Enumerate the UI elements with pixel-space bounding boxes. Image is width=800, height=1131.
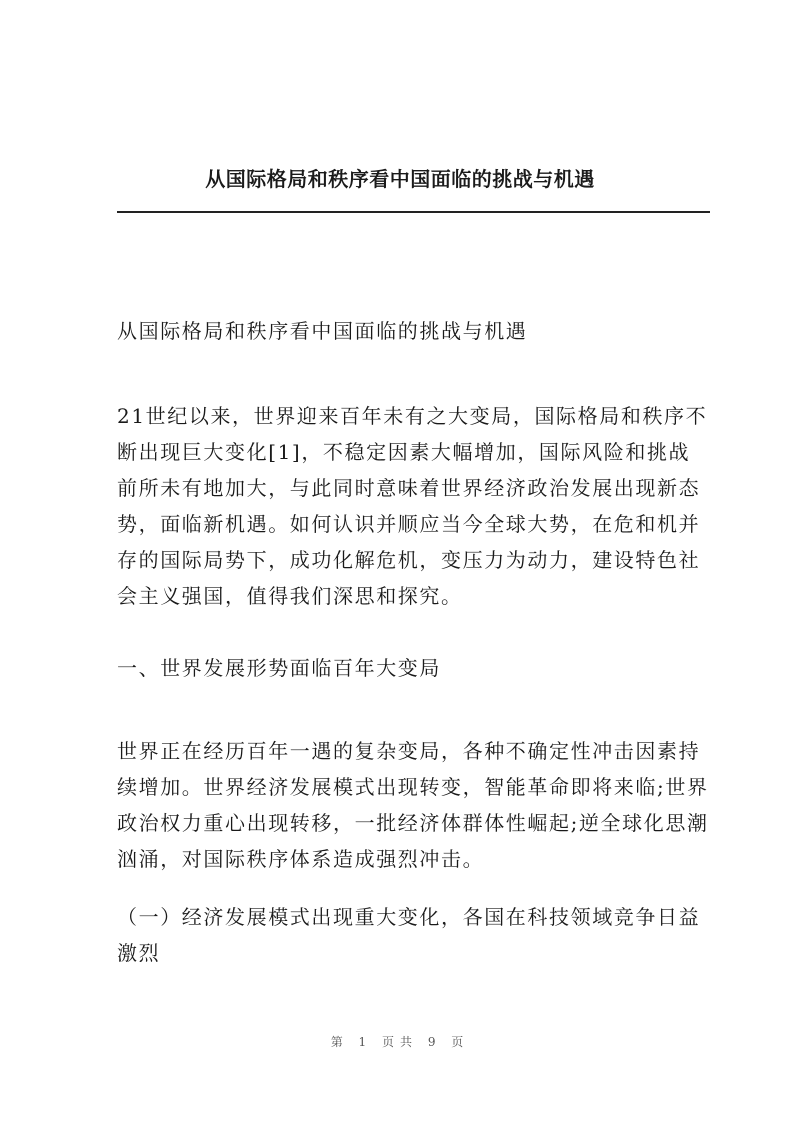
intro-paragraph: 21世纪以来，世界迎来百年未有之大变局，国际格局和秩序不断出现巨大变化[1]，不稳定因素大幅增加，国际风险和挑战前所未有地加大，与此同时意味着世界经济政治发展出现新态势，面临新机遇。如何认识并顺应当今全球大势，在危和机并存的国际局势下，成功化解危机，变压力为动力，建设特色社会主义强国，值得我们深思和探究。 (117, 404, 708, 608)
subsection-heading: （一）经济发展模式出现重大变化，各国在科技领域竞争日益激烈 (117, 905, 701, 965)
article-subtitle: 从国际格局和秩序看中国面临的挑战与机遇 (117, 319, 528, 343)
title-divider (117, 211, 710, 213)
world-change-paragraph: 世界正在经历百年一遇的复杂变局，各种不确定性冲击因素持续增加。世界经济发展模式出现转变，智能革命即将来临;世界政治权力重心出现转移，一批经济体群体性崛起;逆全球化思潮汹涌，对国际秩序体系造成强烈冲击。 (117, 739, 709, 871)
section-heading: 一、世界发展形势面临百年大变局 (117, 656, 441, 680)
document-title: 从国际格局和秩序看中国面临的挑战与机遇 (205, 167, 595, 191)
page-number: 第 1 页共 9 页 (330, 1035, 470, 1049)
